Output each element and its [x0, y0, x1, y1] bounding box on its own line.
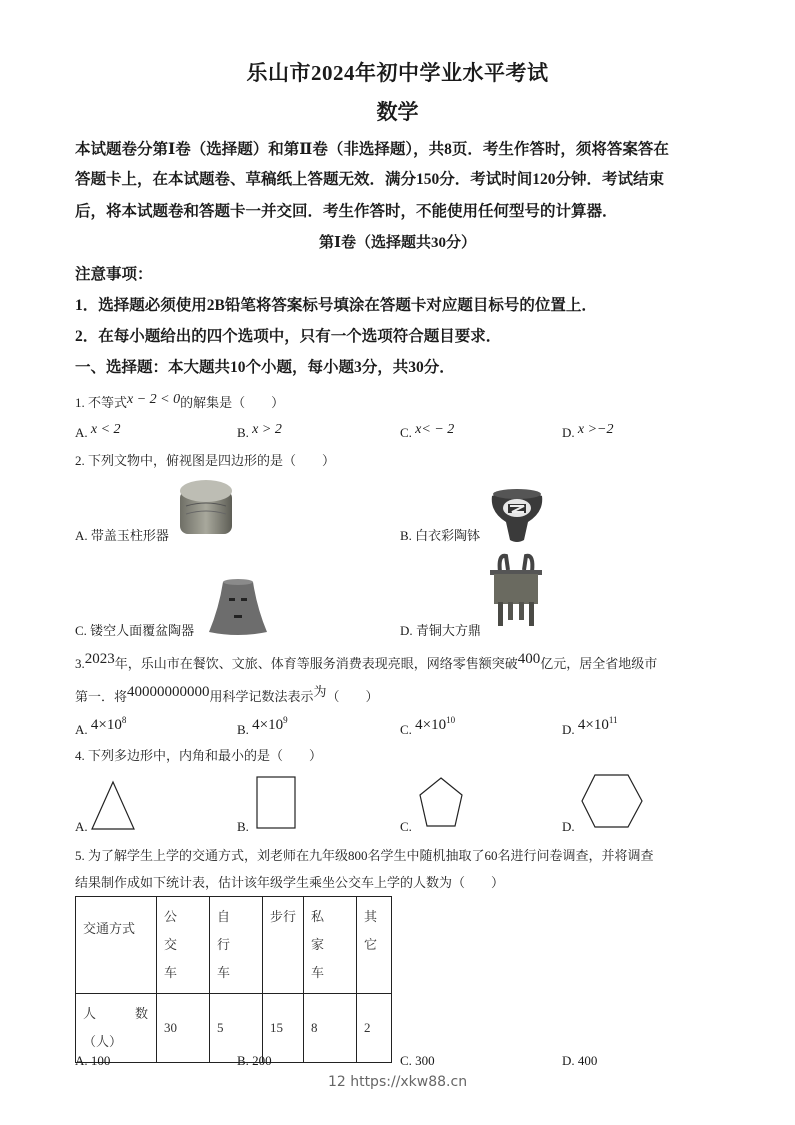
table-cell: 公交车 — [157, 897, 210, 994]
q4-option-d[interactable]: D. — [562, 819, 575, 834]
q2-option-c[interactable]: C. 镂空人面覆盆陶器 — [75, 623, 195, 638]
notice-1: 1．选择题必须使用2B铅笔将答案标号填涂在答题卡对应题目标号的位置上． — [75, 297, 597, 314]
table-cell: 私家车 — [304, 897, 357, 994]
bronze-ding-icon — [486, 552, 546, 630]
q4-option-b[interactable]: B. — [237, 819, 249, 834]
notice-title: 注意事项： — [75, 266, 153, 283]
square-icon — [256, 776, 298, 830]
q5-option-d[interactable]: D. 400 — [562, 1053, 598, 1068]
question-5-line-1: 5. 为了解学生上学的交通方式，刘老师在九年级800名学生中随机抽取了60名进行问卷调查，并将调查 — [75, 848, 654, 863]
hexagon-icon — [580, 773, 644, 829]
q4-option-a[interactable]: A. — [75, 819, 88, 834]
q2-option-a[interactable]: A. 带盖玉柱形器 — [75, 528, 169, 543]
exam-subject: 数学 — [376, 100, 419, 124]
exam-title: 乐山市2024年初中学业水平考试 — [246, 61, 549, 85]
table-cell: 2 — [357, 994, 392, 1063]
table-row — [76, 994, 392, 1063]
section-title: 一、选择题：本大题共10个小题，每小题3分，共30分． — [75, 359, 455, 376]
intro-line-1: 本试题卷分第Ⅰ卷（选择题）和第Ⅱ卷（非选择题），共8页．考生作答时，须将答案答在 — [75, 141, 669, 158]
face-pottery-icon — [207, 578, 269, 638]
question-5-line-2: 结果制作成如下统计表，估计该年级学生乘坐公交车上学的人数为（ ） — [75, 875, 505, 890]
q2-option-d[interactable]: D. 青铜大方鼎 — [400, 623, 481, 638]
q5-option-c[interactable]: C. 300 — [400, 1053, 435, 1068]
q1-option-c[interactable]: C. x< − 2 — [400, 422, 455, 440]
table-row-label: 人 数（人） — [76, 994, 157, 1063]
page-footer-watermark[interactable]: 12 https://xkw88.cn — [327, 1074, 468, 1090]
pentagon-icon — [418, 776, 464, 828]
q4-option-c[interactable]: C. — [400, 819, 412, 834]
q3-option-b[interactable]: B. $4\times 10^9$ — [237, 715, 288, 737]
notice-2: 2．在每小题给出的四个选项中，只有一个选项符合题目要求． — [75, 328, 502, 345]
table-header-label: 交通方式 — [76, 897, 157, 994]
table-cell: 步行 — [263, 897, 304, 994]
q3-option-a[interactable]: A. $4\times 10^8$ — [75, 715, 127, 737]
q1-option-b[interactable]: B. x > 2 — [237, 422, 282, 440]
table-cell: 8 — [304, 994, 357, 1063]
part1-heading: 第Ⅰ卷（选择题共30分） — [318, 235, 477, 251]
table-cell: 5 — [210, 994, 263, 1063]
question-2-stem: 2. 下列文物中，俯视图是四边形的是（ ） — [75, 453, 336, 468]
intro-line-2: 答题卡上，在本试题卷、草稿纸上答题无效．满分150分．考试时间120分钟．考试结束 — [75, 171, 665, 188]
q1-option-a[interactable]: A. x < 2 — [75, 422, 121, 440]
question-3-line-1: 3.2023年，乐山市在餐饮、文旅、体育等服务消费表现亮眼，网络零售额突破400亿元，居全省地级市 — [75, 651, 658, 671]
q5-option-b[interactable]: B. 200 — [237, 1053, 272, 1068]
pottery-bowl-icon — [488, 484, 546, 544]
question-4-stem: 4. 下列多边形中，内角和最小的是（ ） — [75, 748, 323, 763]
table-cell: 30 — [157, 994, 210, 1063]
q3-option-c[interactable]: C. $4\times 10^{10}$ — [400, 715, 456, 737]
q2-option-b[interactable]: B. 白衣彩陶钵 — [400, 528, 481, 543]
q3-option-d[interactable]: D. $4\times 10^{11}$ — [562, 715, 618, 737]
table-row — [76, 897, 392, 994]
q1-option-d[interactable]: D. x >−2 — [562, 422, 614, 440]
intro-line-3: 后，将本试题卷和答题卡一并交回．考生作答时，不能使用任何型号的计算器． — [75, 203, 618, 220]
question-3-line-2: 第一．将40000000000用科学记数法表示为（ ） — [75, 684, 379, 704]
table-cell: 其它 — [357, 897, 392, 994]
jade-cylinder-icon — [178, 478, 234, 540]
table-cell: 自行车 — [210, 897, 263, 994]
table-cell: 15 — [263, 994, 304, 1063]
question-1-stem: 1. 不等式x − 2 < 0的解集是（ ） — [75, 392, 285, 410]
triangle-icon — [90, 780, 136, 832]
q1-inequality: x − 2 < 0 — [127, 392, 181, 407]
q5-option-a[interactable]: A. 100 — [75, 1053, 111, 1068]
transport-stat-table — [75, 896, 392, 1063]
